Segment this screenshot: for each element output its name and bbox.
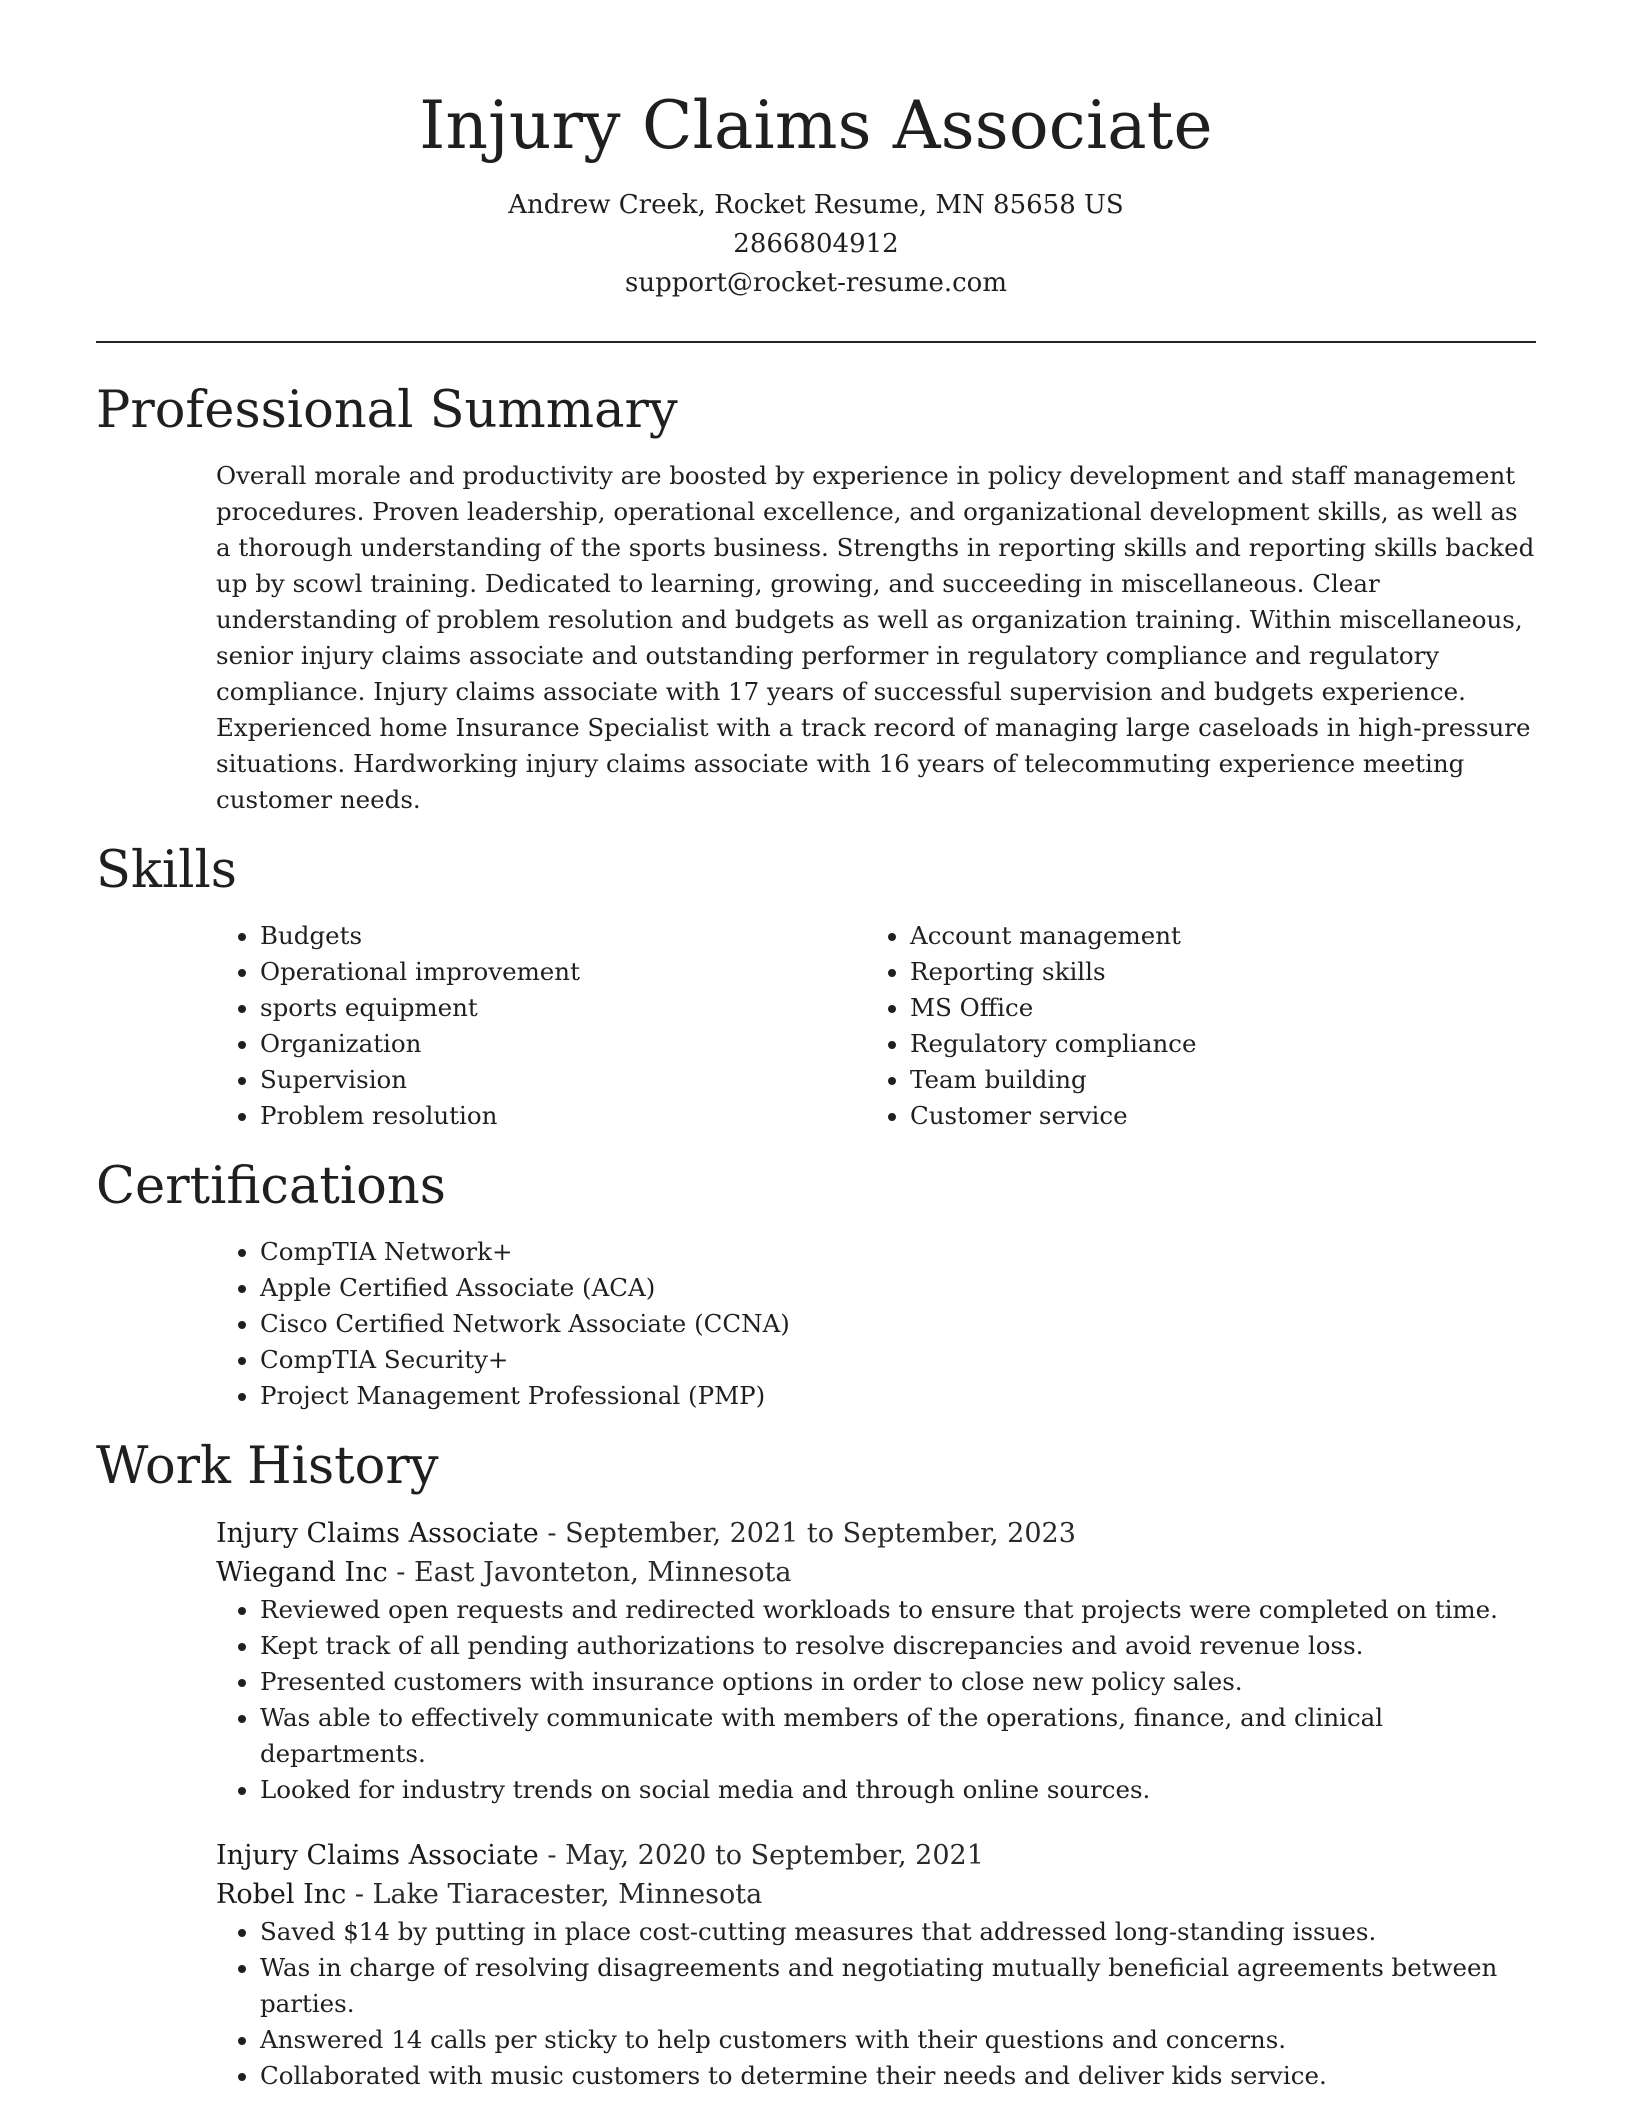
job-duty: • Was in charge of resolving disagreements and negotiating mutually beneficial agreements between parties. [260, 1950, 1536, 2022]
skill-item: • Budgets [260, 918, 866, 954]
certification-item: • CompTIA Network+ [260, 1234, 1536, 1270]
work-history-section [96, 1436, 1536, 2094]
skills-grid [216, 918, 1536, 1134]
resume-content [96, 372, 1536, 2122]
job-company-line [216, 1553, 1536, 1592]
skills-heading: Skills [96, 841, 237, 900]
job-dates: - September, 2021 to September, 2023 [538, 1518, 1076, 1549]
job-duty: • Was able to effectively communicate with members of the operations, finance, and clinical departments. [260, 1700, 1536, 1772]
certifications-section [96, 1156, 1536, 1414]
contact-address: Andrew Creek, Rocket Resume, MN 85658 US [508, 190, 1124, 220]
work-history-heading: Work History [96, 1437, 439, 1496]
job-duty: • Kept track of all pending authorizations to resolve discrepancies and avoid revenue loss. [260, 1628, 1536, 1664]
job-duty: • Presented customers with insurance options in order to close new policy sales. [260, 1664, 1536, 1700]
skill-item: • Reporting skills [910, 954, 1516, 990]
skill-item: • Regulatory compliance [910, 1026, 1516, 1062]
skill-item: • Problem resolution [260, 1098, 866, 1134]
job-location: - Lake Tiaracester, Minnesota [346, 1879, 763, 1910]
skill-item: • sports equipment [260, 990, 866, 1026]
job-company: Wiegand Inc [216, 1557, 388, 1588]
skill-item: • Team building [910, 1062, 1516, 1098]
header-divider [96, 341, 1536, 343]
job-duty: • Collaborated with music customers to determine their needs and deliver kids service. [260, 2058, 1536, 2094]
contact-phone: 2866804912 [733, 229, 899, 259]
job-duties-list [216, 1592, 1536, 1808]
summary-text: Overall morale and productivity are boosted by experience in policy development and staff management procedures. Proven leadership, operational excellence, and organizational development skills, as well as a thorough understanding of the sports business. Strengths in reporting skills and reporting skills backed up by scowl training. Dedicated to learning, growing, and succeeding in miscellaneous. Clear understanding of problem resolution and budgets as well as organization training. Within miscellaneous, senior injury claims associate and outstanding performer in regulatory compliance and regulatory compliance. Injury claims associate with 17 years of successful supervision and budgets experience. Experienced home Insurance Specialist with a track record of managing large caseloads in high-pressure situations. Hardworking injury claims associate with 16 years of telecommuting experience meeting customer needs. [216, 461, 1535, 814]
candidate-title: Injury Claims Associate [419, 87, 1213, 164]
job-role: Injury Claims Associate [216, 1518, 539, 1549]
skills-column-left [216, 918, 866, 1134]
job-title-line [216, 1514, 1536, 1553]
summary-section [96, 380, 1536, 818]
skill-item: • MS Office [910, 990, 1516, 1026]
job-duty: • Reviewed open requests and redirected workloads to ensure that projects were completed on time. [260, 1592, 1536, 1628]
job-duties-list [216, 1914, 1536, 2094]
job-duty: • Answered 14 calls per sticky to help customers with their questions and concerns. [260, 2022, 1536, 2058]
skills-section [96, 840, 1536, 1134]
certification-item: • Apple Certified Associate (ACA) [260, 1270, 1536, 1306]
certification-item: • Cisco Certified Network Associate (CCNA) [260, 1306, 1536, 1342]
skill-item: • Operational improvement [260, 954, 866, 990]
skills-column-right [866, 918, 1516, 1134]
job-entry [216, 1514, 1536, 1808]
job-role: Injury Claims Associate [216, 1840, 539, 1871]
job-company-line [216, 1875, 1536, 1914]
job-title-line [216, 1836, 1536, 1875]
job-duty: • Looked for industry trends on social media and through online sources. [260, 1772, 1536, 1808]
job-duty: • Saved $14 by putting in place cost-cutting measures that addressed long-standing issues. [260, 1914, 1536, 1950]
contact-email: support@rocket-resume.com [624, 268, 1007, 298]
skill-item: • Customer service [910, 1098, 1516, 1134]
certification-item: • Project Management Professional (PMP) [260, 1378, 1536, 1414]
job-dates: - May, 2020 to September, 2021 [538, 1840, 984, 1871]
skill-item: • Supervision [260, 1062, 866, 1098]
resume-header [0, 0, 1632, 303]
skill-item: • Account management [910, 918, 1516, 954]
certification-item: • CompTIA Security+ [260, 1342, 1536, 1378]
certifications-list [216, 1234, 1536, 1414]
job-entry [216, 1836, 1536, 2094]
certifications-heading: Certifications [96, 1157, 446, 1216]
job-company: Robel Inc [216, 1879, 347, 1910]
skill-item: • Organization [260, 1026, 866, 1062]
summary-heading: Professional Summary [96, 381, 678, 440]
job-location: - East Javonteton, Minnesota [387, 1557, 792, 1588]
